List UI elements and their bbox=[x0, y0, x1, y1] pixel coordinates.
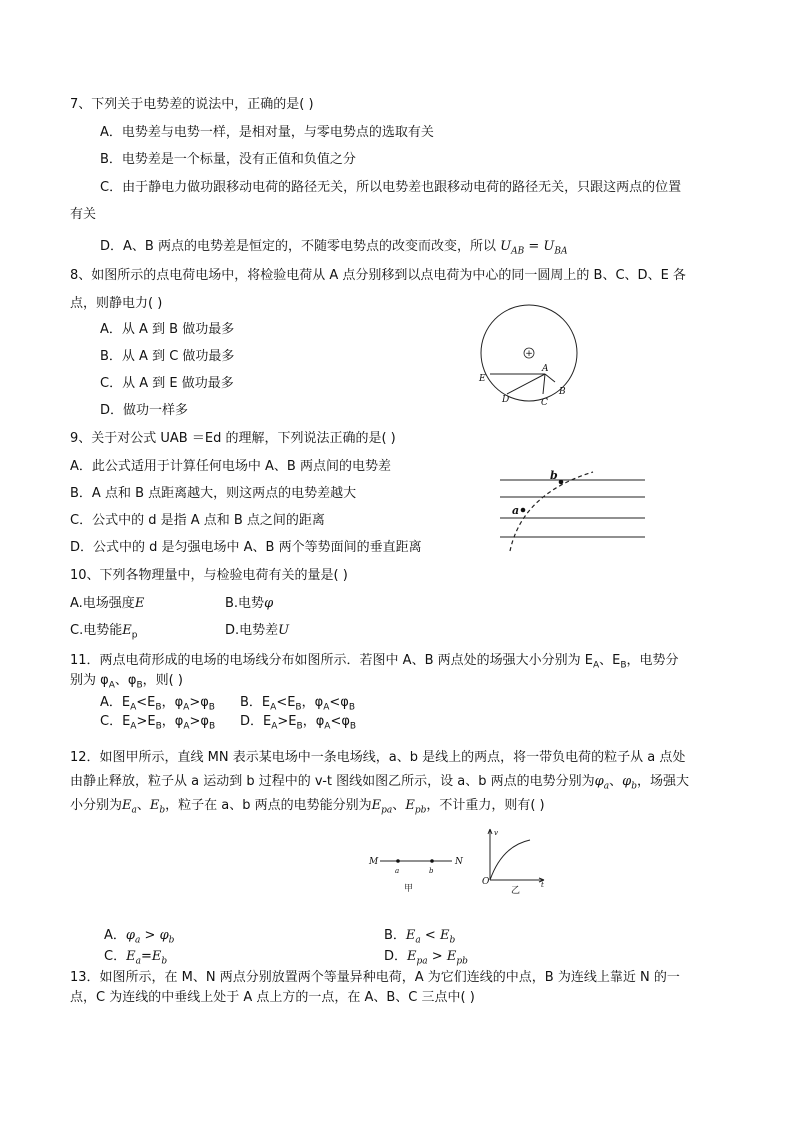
q8-option-a: A．从 A 到 B 做功最多 bbox=[100, 322, 235, 337]
q12-option-d: D．$E_{pa} > E_{pb}$ bbox=[384, 949, 468, 967]
q12-label-a: a bbox=[395, 867, 400, 875]
q12-figure-jia bbox=[366, 850, 471, 895]
q8-stem-cont: 点，则静电力( ) bbox=[70, 296, 163, 311]
q11-option-d: D．$E_A>E_B$，$\varphi_A<\varphi_B$ bbox=[240, 714, 357, 732]
q11-stem-cont: 别为 $\varphi_A$、$\varphi_B$，则( ) bbox=[70, 673, 183, 691]
q12-label-b: b bbox=[429, 867, 434, 875]
q11-option-c: C．$E_A>E_B$，$\varphi_A>\varphi_B$ bbox=[100, 714, 216, 732]
q7-option-c-cont: 有关 bbox=[70, 207, 97, 222]
q13-stem-cont: 点，C 为连线的中垂线上处于 A 点上方的一点，在 A、B、C 三点中( ) bbox=[70, 990, 475, 1005]
q12-caption-jia: 甲 bbox=[404, 884, 414, 894]
q8-option-b: B．从 A 到 C 做功最多 bbox=[100, 349, 235, 364]
q12-label-m: M bbox=[369, 857, 379, 867]
q9-option-d: D．公式中的 d 是匀强电场中 A、B 两个等势面间的垂直距离 bbox=[70, 540, 422, 555]
q10-option-a: A.电场强度E bbox=[70, 596, 145, 611]
q10-stem: 10、下列各物理量中，与检验电荷有关的量是( ) bbox=[70, 568, 348, 583]
q7-formula: $U_{AB} = U_{BA}$ bbox=[500, 239, 568, 257]
q9-equipotential-figure bbox=[495, 468, 650, 553]
q8-option-c: C．从 A 到 E 做功最多 bbox=[100, 376, 234, 391]
q8-label-c: C bbox=[541, 398, 548, 408]
q10-option-b: B.电势φ bbox=[225, 596, 274, 611]
q11-stem: 11．两点电荷形成的电场的电场线分布如图所示．若图中 A、B 两点处的场强大小分别为 $E_A$、$E_B$，电势分 bbox=[70, 653, 679, 671]
q9-label-b: b bbox=[550, 469, 558, 482]
q9-option-b: B．A 点和 B 点距离越大，则这两点的电势差越大 bbox=[70, 486, 357, 501]
q9-stem: 9、关于对公式 UAB ＝Ed 的理解，下列说法正确的是( ) bbox=[70, 431, 396, 446]
q12-option-b: B．$E_a < E_b$ bbox=[384, 928, 456, 946]
q8-option-d: D．做功一样多 bbox=[100, 403, 189, 418]
q10-option-d: D.电势差U bbox=[225, 623, 290, 638]
q8-stem: 8、如图所示的点电荷电场中，将检验电荷从 A 点分别移到以点电荷为中心的同一圆周上的 B、C、D、E 各 bbox=[70, 268, 686, 283]
q12-label-n: N bbox=[455, 857, 463, 867]
q7-option-a: A．电势差与电势一样，是相对量，与零电势点的选取有关 bbox=[100, 125, 434, 140]
q11-option-b: B．$E_A<E_B$，$\varphi_A<\varphi_B$ bbox=[240, 695, 356, 713]
q7-stem: 7、下列关于电势差的说法中，正确的是( ) bbox=[70, 97, 314, 112]
q12-caption-yi: 乙 bbox=[511, 886, 521, 896]
q8-label-a: A bbox=[542, 364, 549, 374]
q12-origin: O bbox=[482, 877, 490, 887]
q8-label-e: E bbox=[479, 374, 486, 384]
q9-label-a: a bbox=[512, 504, 520, 517]
q7-option-b: B．电势差是一个标量，没有正值和负值之分 bbox=[100, 152, 356, 167]
q12-stem-line2: 由静止释放，粒子从 a 运动到 b 过程中的 v-t 图线如图乙所示，设 a、b 两点的电势分别为$\varphi_a$、$\varphi_b$，场强大 bbox=[70, 774, 690, 792]
q12-stem: 12．如图甲所示，直线 MN 表示某电场中一条电场线，a、b 是线上的两点，将一带负电荷的粒子从 a 点处 bbox=[70, 750, 686, 765]
q8-circle-figure bbox=[470, 298, 590, 413]
q12-vt-graph bbox=[480, 826, 550, 896]
q8-label-b: B bbox=[559, 387, 566, 397]
q12-stem-line3: 小分别为$E_a$、$E_b$，粒子在 a、b 两点的电势能分别为$E_{pa}$、$E_{pb}$，不计重力，则有( ) bbox=[70, 798, 545, 816]
q12-axis-t: t bbox=[541, 881, 544, 889]
q12-axis-v: v bbox=[494, 829, 498, 837]
q7-option-d bbox=[100, 239, 567, 260]
q9-option-a: A．此公式适用于计算任何电场中 A、B 两点间的电势差 bbox=[70, 459, 391, 474]
q7-option-c: C．由于静电力做功跟移动电荷的路径无关，所以电势差也跟移动电荷的路径无关，只跟这两点的位置 bbox=[100, 180, 682, 195]
q8-label-d: D bbox=[502, 395, 510, 405]
q13-stem: 13．如图所示，在 M、N 两点分别放置两个等量异种电荷，A 为它们连线的中点，B 为连线上靠近 N 的一 bbox=[70, 970, 680, 985]
q7-option-d-text: D．A、B 两点的电势差是恒定的，不随零电势点的改变而改变，所以 bbox=[100, 239, 496, 254]
q11-option-a: A．$E_A<E_B$，$\varphi_A>\varphi_B$ bbox=[100, 695, 215, 713]
q10-option-c: C.电势能$E_p$ bbox=[70, 623, 138, 641]
q12-option-c: C．$E_a=E_b$ bbox=[104, 949, 168, 967]
q8-charge-sign: + bbox=[525, 349, 533, 359]
q12-option-a: A．$\varphi_a > \varphi_b$ bbox=[104, 928, 175, 946]
q9-option-c: C．公式中的 d 是指 A 点和 B 点之间的距离 bbox=[70, 513, 325, 528]
